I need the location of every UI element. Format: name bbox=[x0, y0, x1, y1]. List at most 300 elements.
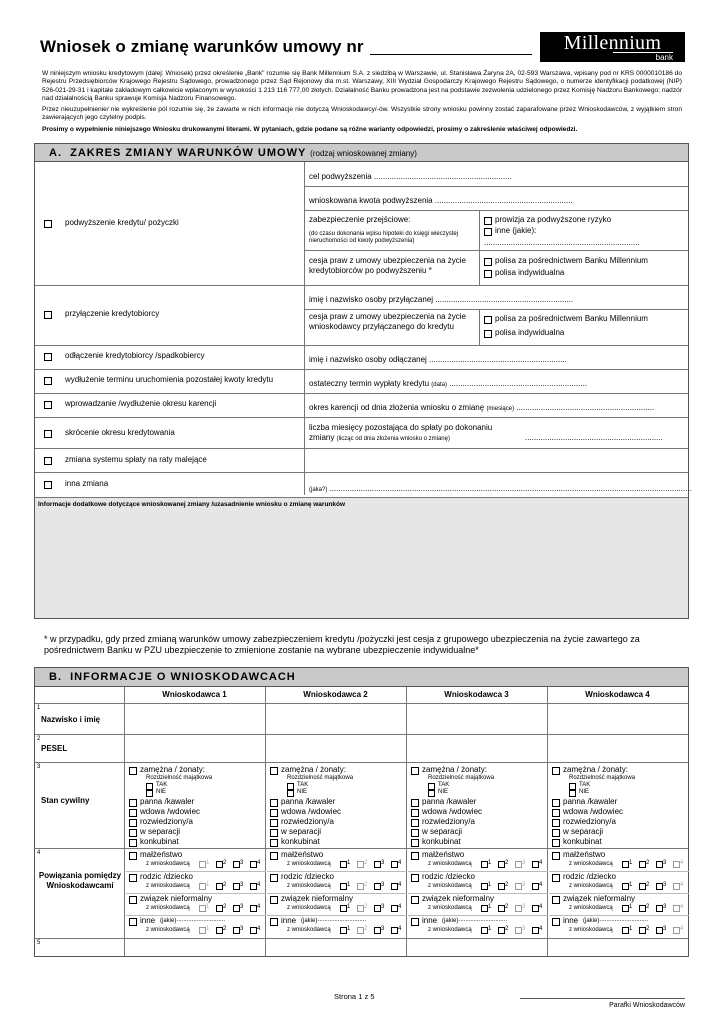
section-b bbox=[34, 667, 689, 957]
section-b-header bbox=[35, 668, 688, 687]
rozdz-label-4: Rozdzielność majątkowa bbox=[569, 775, 636, 781]
rodzic-link-4-label-3: 4 bbox=[539, 882, 543, 888]
section-a-subtitle: (rodzaj wnioskowanej zmiany) bbox=[310, 149, 417, 158]
zwiazek-link-1-label-2: 1 bbox=[347, 904, 351, 910]
inne-dots-3[interactable]: .............................. bbox=[457, 917, 508, 923]
rodzic-link-1-checkbox-2[interactable] bbox=[340, 883, 347, 890]
column-header-1: Wnioskodawca 1 bbox=[162, 690, 227, 699]
inne-link-1-label-4: 1 bbox=[629, 926, 633, 932]
zwiazek-checkbox-3[interactable] bbox=[411, 896, 419, 904]
rodzic-link-2-checkbox-1[interactable] bbox=[216, 883, 223, 890]
prowizja-label: prowizja za podwyższone ryzyko bbox=[495, 215, 612, 224]
pesel-input-1[interactable] bbox=[125, 735, 265, 762]
rozwiedz-checkbox-4[interactable] bbox=[552, 819, 560, 827]
konkubinat-checkbox-3[interactable] bbox=[411, 839, 419, 847]
inne-link-4-checkbox-4 bbox=[673, 927, 680, 934]
rodzic-zwn-label-4: z wnioskodawcą bbox=[569, 883, 613, 889]
malzenstwo-link-4-label-3: 4 bbox=[539, 860, 543, 866]
wdowa-label-2: wdowa /wdowiec bbox=[281, 807, 342, 816]
konkubinat-label-4: konkubinat bbox=[563, 837, 602, 846]
panna-checkbox-3[interactable] bbox=[411, 799, 419, 807]
panna-label-1: panna /kawaler bbox=[140, 797, 195, 806]
rodzic-label-1: rodzic /dziecko bbox=[140, 872, 193, 881]
column-header-4: Wnioskodawca 4 bbox=[585, 690, 650, 699]
rodzic-link-1-checkbox-4[interactable] bbox=[622, 883, 629, 890]
nie-checkbox-4[interactable] bbox=[569, 790, 576, 797]
malzenstwo-link-3-label-1: 3 bbox=[240, 860, 244, 866]
intro-paragraph-2: Przez nieuzupełnienie/ nie wykreślenie pól rozumie się, że zawarte w nich informacje nie dotyczą Wnioskodawcy/-ów. Wszystkie strony wniosku powinny zostać zaparafowane przez Wnioskodawców, z wyjątkiem stron zawierających jego czytelny podpis. bbox=[42, 106, 682, 122]
option-inna-label: inna zmiana bbox=[65, 479, 109, 488]
bank-logo bbox=[540, 32, 685, 62]
malzenstwo-link-1-checkbox-4[interactable] bbox=[622, 861, 629, 868]
zwiazek-link-4-label-3: 4 bbox=[539, 904, 543, 910]
contract-number-field[interactable] bbox=[370, 54, 532, 55]
option-inna-checkbox[interactable] bbox=[44, 481, 52, 489]
inne-link-3-label-1: 3 bbox=[240, 926, 244, 932]
zwiazek-label-3: związek nieformalny bbox=[422, 894, 495, 903]
inne-link-2-label-4: 2 bbox=[646, 926, 650, 932]
rodzic-link-1-label-4: 1 bbox=[629, 882, 633, 888]
option-karencja-checkbox[interactable] bbox=[44, 401, 52, 409]
malzenstwo-checkbox-2[interactable] bbox=[270, 852, 278, 860]
zwiazek-link-4-checkbox-3[interactable] bbox=[532, 905, 539, 912]
tak-checkbox-4[interactable] bbox=[569, 783, 576, 790]
inne-link-1-checkbox-4[interactable] bbox=[622, 927, 629, 934]
inne-link-3-checkbox-1[interactable] bbox=[233, 927, 240, 934]
tak-label-3: TAK bbox=[438, 782, 450, 788]
rodzic-link-2-checkbox-2 bbox=[357, 883, 364, 890]
malzenstwo-zwn-label-4: z wnioskodawcą bbox=[569, 861, 613, 867]
cesja2-label: cesja praw z umowy ubezpieczenia na życie wnioskodawcy przyłączanego do kredytu bbox=[309, 312, 466, 331]
rozdz-label-1: Rozdzielność majątkowa bbox=[146, 775, 213, 781]
inne-dots[interactable]: ...................................................................... bbox=[484, 238, 640, 247]
option-podwyzszenie-checkbox[interactable] bbox=[44, 220, 52, 228]
inne-link-2-checkbox-2 bbox=[357, 927, 364, 934]
rodzic-link-3-label-1: 3 bbox=[240, 882, 244, 888]
pesel-input-4[interactable] bbox=[548, 735, 688, 762]
inne-link-2-checkbox-1[interactable] bbox=[216, 927, 223, 934]
panna-checkbox-1[interactable] bbox=[129, 799, 137, 807]
zwiazek-link-3-label-3: 3 bbox=[522, 904, 526, 910]
zwiazek-link-3-checkbox-4[interactable] bbox=[656, 905, 663, 912]
inne-link-1-checkbox-3[interactable] bbox=[481, 927, 488, 934]
rozwiedz-checkbox-3[interactable] bbox=[411, 819, 419, 827]
zamezna-checkbox-1[interactable] bbox=[129, 767, 137, 775]
inne-link-2-checkbox-3[interactable] bbox=[498, 927, 505, 934]
polisa-ind-checkbox-2[interactable] bbox=[484, 330, 492, 338]
inne-link-3-checkbox-2[interactable] bbox=[374, 927, 381, 934]
malzenstwo-link-4-label-1: 4 bbox=[257, 860, 261, 866]
malzenstwo-link-3-checkbox-3 bbox=[515, 861, 522, 868]
section-b-letter: B. bbox=[49, 671, 62, 683]
pesel-input-2[interactable] bbox=[266, 735, 406, 762]
wdowa-checkbox-3[interactable] bbox=[411, 809, 419, 817]
inne-checkbox-4[interactable] bbox=[552, 918, 560, 926]
inne-link-4-checkbox-3[interactable] bbox=[532, 927, 539, 934]
inne-dots-1[interactable]: .............................. bbox=[175, 917, 226, 923]
zwiazek-label-1: związek nieformalny bbox=[140, 894, 213, 903]
zwiazek-link-1-checkbox-1 bbox=[199, 905, 206, 912]
malzenstwo-label-3: małżeństwo bbox=[422, 850, 465, 859]
rodzic-link-1-label-1: 1 bbox=[206, 882, 210, 888]
malzenstwo-link-1-checkbox-1 bbox=[199, 861, 206, 868]
konkubinat-checkbox-4[interactable] bbox=[552, 839, 560, 847]
malzenstwo-link-2-checkbox-4[interactable] bbox=[639, 861, 646, 868]
malzenstwo-link-1-checkbox-3[interactable] bbox=[481, 861, 488, 868]
option-raty-label: zmiana systemu spłaty na raty malejące bbox=[65, 455, 207, 464]
nie-checkbox-3[interactable] bbox=[428, 790, 435, 797]
malzenstwo-link-2-label-1: 2 bbox=[223, 860, 227, 866]
malzenstwo-link-4-checkbox-2[interactable] bbox=[391, 861, 398, 868]
kwota-field[interactable]: wnioskowana kwota podwyższenia .............................................................. bbox=[309, 196, 573, 205]
imie-przyl-field[interactable]: imię i nazwisko osoby przyłączanej .............................................................. bbox=[309, 295, 574, 304]
zamezna-label-2: zamężna / żonaty: bbox=[281, 765, 346, 774]
malzenstwo-link-3-label-2: 3 bbox=[381, 860, 385, 866]
malzenstwo-link-1-label-1: 1 bbox=[206, 860, 210, 866]
wdowa-label-3: wdowa /wdowiec bbox=[422, 807, 483, 816]
inne-link-4-label-3: 4 bbox=[539, 926, 543, 932]
cesja1-label: cesja praw z umowy ubezpieczenia na życie kredytobiorców po podwyższeniu * bbox=[309, 256, 466, 275]
inne-zwn-label-4: z wnioskodawcą bbox=[569, 927, 613, 933]
zwiazek-checkbox-4[interactable] bbox=[552, 896, 560, 904]
zwiazek-zwn-label-4: z wnioskodawcą bbox=[569, 905, 613, 911]
option-skrocenie-label: skrócenie okresu kredytowania bbox=[65, 428, 175, 437]
zamezna-label-3: zamężna / żonaty: bbox=[422, 765, 487, 774]
rodzic-zwn-label-1: z wnioskodawcą bbox=[146, 883, 190, 889]
option-wydluzenie-label: wydłużenie terminu uruchomienia pozostałej kwoty kredytu bbox=[65, 375, 274, 384]
zwiazek-link-3-label-4: 3 bbox=[663, 904, 667, 910]
tak-label-1: TAK bbox=[156, 782, 168, 788]
nazwisko-input-2[interactable] bbox=[266, 704, 406, 734]
zwiazek-link-2-checkbox-4[interactable] bbox=[639, 905, 646, 912]
zwiazek-label-4: związek nieformalny bbox=[563, 894, 636, 903]
inne-link-1-checkbox-1 bbox=[199, 927, 206, 934]
inne-link-4-checkbox-1[interactable] bbox=[250, 927, 257, 934]
konkubinat-label-3: konkubinat bbox=[422, 837, 461, 846]
row5-input-1[interactable] bbox=[125, 939, 265, 956]
malzenstwo-link-2-label-4: 2 bbox=[646, 860, 650, 866]
nazwisko-input-4[interactable] bbox=[548, 704, 688, 734]
termin-field[interactable]: ostateczny termin wypłaty kredytu (data) .............................................................. bbox=[309, 379, 588, 388]
rodzic-link-4-checkbox-1[interactable] bbox=[250, 883, 257, 890]
malzenstwo-label-4: małżeństwo bbox=[563, 850, 606, 859]
rozwiedz-label-1: rozwiedziony/a bbox=[140, 817, 193, 826]
imie-odl-field[interactable]: imię i nazwisko osoby odłączanej .............................................................. bbox=[309, 355, 567, 364]
malzenstwo-zwn-label-3: z wnioskodawcą bbox=[428, 861, 472, 867]
zamezna-checkbox-4[interactable] bbox=[552, 767, 560, 775]
option-skrocenie-checkbox[interactable] bbox=[44, 430, 52, 438]
malzenstwo-link-4-checkbox-1[interactable] bbox=[250, 861, 257, 868]
rodzic-link-1-checkbox-3[interactable] bbox=[481, 883, 488, 890]
row5-input-3[interactable] bbox=[407, 939, 547, 956]
inne-link-2-label-2: 2 bbox=[364, 926, 368, 932]
rodzic-checkbox-1[interactable] bbox=[129, 874, 137, 882]
panna-checkbox-4[interactable] bbox=[552, 799, 560, 807]
zwiazek-link-1-checkbox-4[interactable] bbox=[622, 905, 629, 912]
rodzic-link-2-label-1: 2 bbox=[223, 882, 227, 888]
zwiazek-link-3-label-1: 3 bbox=[240, 904, 244, 910]
option-odlaczenie-checkbox[interactable] bbox=[44, 353, 52, 361]
row-num-1: 1 bbox=[37, 705, 41, 711]
polisa-ind-checkbox-1[interactable] bbox=[484, 270, 492, 278]
inne-label-4: inne bbox=[563, 916, 579, 925]
wdowa-checkbox-1[interactable] bbox=[129, 809, 137, 817]
rodzic-link-3-checkbox-2[interactable] bbox=[374, 883, 381, 890]
inne-checkbox[interactable] bbox=[484, 228, 492, 236]
rodzic-link-2-checkbox-4[interactable] bbox=[639, 883, 646, 890]
zwiazek-link-1-label-4: 1 bbox=[629, 904, 633, 910]
zwiazek-link-1-label-1: 1 bbox=[206, 904, 210, 910]
inne-label-2: inne bbox=[281, 916, 297, 925]
info-textarea[interactable] bbox=[35, 498, 688, 618]
inne-label-1: inne bbox=[140, 916, 156, 925]
rodzic-link-3-label-3: 3 bbox=[522, 882, 526, 888]
inne-link-4-label-4: 4 bbox=[680, 926, 684, 932]
malzenstwo-zwn-label-2: z wnioskodawcą bbox=[287, 861, 331, 867]
logo-name: Millennium bbox=[563, 32, 662, 54]
option-wydluzenie-checkbox[interactable] bbox=[44, 377, 52, 385]
malzenstwo-link-4-label-2: 4 bbox=[398, 860, 402, 866]
panna-label-2: panna /kawaler bbox=[281, 797, 336, 806]
tak-label-4: TAK bbox=[579, 782, 591, 788]
inne-checkbox-1[interactable] bbox=[129, 918, 137, 926]
rozwiedz-label-3: rozwiedziony/a bbox=[422, 817, 475, 826]
column-header-3: Wnioskodawca 3 bbox=[444, 690, 509, 699]
row5-input-2[interactable] bbox=[266, 939, 406, 956]
row-label-nazwisko: Nazwisko i imię bbox=[41, 715, 101, 724]
rodzic-link-4-checkbox-3[interactable] bbox=[532, 883, 539, 890]
malzenstwo-link-4-checkbox-3[interactable] bbox=[532, 861, 539, 868]
zwiazek-link-3-checkbox-3 bbox=[515, 905, 522, 912]
inne-link-2-checkbox-4[interactable] bbox=[639, 927, 646, 934]
zamezna-checkbox-3[interactable] bbox=[411, 767, 419, 775]
option-przylaczenie-checkbox[interactable] bbox=[44, 311, 52, 319]
malzenstwo-link-2-label-2: 2 bbox=[364, 860, 368, 866]
tak-checkbox-1[interactable] bbox=[146, 783, 153, 790]
malzenstwo-link-2-label-3: 2 bbox=[505, 860, 509, 866]
zwiazek-link-3-label-2: 3 bbox=[381, 904, 385, 910]
zwiazek-link-2-checkbox-3[interactable] bbox=[498, 905, 505, 912]
zwiazek-link-1-checkbox-2[interactable] bbox=[340, 905, 347, 912]
nie-label-3: NIE bbox=[438, 789, 449, 795]
option-odlaczenie-label: odłączenie kredytobiorcy /spadkobiercy bbox=[65, 351, 205, 360]
option-raty-checkbox[interactable] bbox=[44, 457, 52, 465]
inne-zwn-label-2: z wnioskodawcą bbox=[287, 927, 331, 933]
malzenstwo-checkbox-3[interactable] bbox=[411, 852, 419, 860]
rodzic-link-3-label-2: 3 bbox=[381, 882, 385, 888]
nazwisko-input-1[interactable] bbox=[125, 704, 265, 734]
zwiazek-link-1-label-3: 1 bbox=[488, 904, 492, 910]
liczba-line2[interactable]: zmiany (licząc od dnia złożenia wniosku o zmianę) bbox=[309, 433, 450, 442]
inne-zwn-label-1: z wnioskodawcą bbox=[146, 927, 190, 933]
nie-checkbox-1[interactable] bbox=[146, 790, 153, 797]
tak-checkbox-2[interactable] bbox=[287, 783, 294, 790]
rozdz-label-3: Rozdzielność majątkowa bbox=[428, 775, 495, 781]
row-label-stan: Stan cywilny bbox=[41, 796, 90, 805]
rozwiedz-checkbox-1[interactable] bbox=[129, 819, 137, 827]
malzenstwo-link-3-label-4: 3 bbox=[663, 860, 667, 866]
zwiazek-link-3-checkbox-2[interactable] bbox=[374, 905, 381, 912]
section-a bbox=[34, 143, 692, 619]
zamezna-label-4: zamężna / żonaty: bbox=[563, 765, 628, 774]
malzenstwo-link-3-checkbox-4[interactable] bbox=[656, 861, 663, 868]
inne-link-3-checkbox-4[interactable] bbox=[656, 927, 663, 934]
wdowa-checkbox-4[interactable] bbox=[552, 809, 560, 817]
row-label-powiazania: Powiązania pomiędzy Wnioskodawcami bbox=[38, 871, 122, 890]
malzenstwo-link-3-label-3: 3 bbox=[522, 860, 526, 866]
malzenstwo-link-1-label-4: 1 bbox=[629, 860, 633, 866]
rodzic-link-2-label-2: 2 bbox=[364, 882, 368, 888]
inne-checkbox-2[interactable] bbox=[270, 918, 278, 926]
inne-link-3-label-2: 3 bbox=[381, 926, 385, 932]
malzenstwo-link-2-checkbox-2 bbox=[357, 861, 364, 868]
rodzic-link-4-label-2: 4 bbox=[398, 882, 402, 888]
separacja-label-2: w separacji bbox=[281, 827, 322, 836]
polisa-bank-checkbox-1[interactable] bbox=[484, 258, 492, 266]
inne-dots-2[interactable]: .............................. bbox=[316, 917, 367, 923]
malzenstwo-zwn-label-1: z wnioskodawcą bbox=[146, 861, 190, 867]
tak-checkbox-3[interactable] bbox=[428, 783, 435, 790]
rodzic-checkbox-4[interactable] bbox=[552, 874, 560, 882]
rodzic-label-4: rodzic /dziecko bbox=[563, 872, 616, 881]
option-karencja-label: wprowadzanie /wydłużenie okresu karencji bbox=[65, 399, 217, 408]
malzenstwo-link-3-checkbox-1[interactable] bbox=[233, 861, 240, 868]
konkubinat-checkbox-1[interactable] bbox=[129, 839, 137, 847]
rodzic-checkbox-3[interactable] bbox=[411, 874, 419, 882]
nie-label-1: NIE bbox=[156, 789, 167, 795]
rodzic-link-2-label-4: 2 bbox=[646, 882, 650, 888]
rodzic-label-3: rodzic /dziecko bbox=[422, 872, 475, 881]
zwiazek-link-2-checkbox-1[interactable] bbox=[216, 905, 223, 912]
zwiazek-link-4-checkbox-2[interactable] bbox=[391, 905, 398, 912]
inne-dots-4[interactable]: .............................. bbox=[598, 917, 649, 923]
separacja-label-1: w separacji bbox=[140, 827, 181, 836]
rodzic-zwn-label-3: z wnioskodawcą bbox=[428, 883, 472, 889]
zwiazek-zwn-label-1: z wnioskodawcą bbox=[146, 905, 190, 911]
rodzic-link-4-label-4: 4 bbox=[680, 882, 684, 888]
row-label-pesel: PESEL bbox=[41, 744, 68, 753]
malzenstwo-link-3-checkbox-2[interactable] bbox=[374, 861, 381, 868]
rozdz-label-2: Rozdzielność majątkowa bbox=[287, 775, 354, 781]
malzenstwo-checkbox-1[interactable] bbox=[129, 852, 137, 860]
wdowa-checkbox-2[interactable] bbox=[270, 809, 278, 817]
inne-label: inne (jakie): bbox=[495, 226, 537, 235]
row-num-5: 5 bbox=[37, 940, 41, 946]
nazwisko-input-3[interactable] bbox=[407, 704, 547, 734]
rodzic-link-4-label-1: 4 bbox=[257, 882, 261, 888]
rozwiedz-checkbox-2[interactable] bbox=[270, 819, 278, 827]
inne-link-1-label-2: 1 bbox=[347, 926, 351, 932]
polisa-ind-label-1: polisa indywidualna bbox=[495, 268, 565, 277]
option-podwyzszenie-label: podwyższenie kredytu/ pożyczki bbox=[65, 218, 179, 227]
rodzic-checkbox-2[interactable] bbox=[270, 874, 278, 882]
malzenstwo-link-2-checkbox-3[interactable] bbox=[498, 861, 505, 868]
konkubinat-checkbox-2[interactable] bbox=[270, 839, 278, 847]
malzenstwo-link-2-checkbox-1[interactable] bbox=[216, 861, 223, 868]
zwiazek-link-4-label-2: 4 bbox=[398, 904, 402, 910]
inna-field[interactable]: (jaka?) ................................................................................................................................................................... bbox=[309, 484, 692, 493]
karencja-field[interactable]: okres karencji od dnia złożenia wniosku o zmianę (miesiące) .............................................................. bbox=[309, 403, 655, 412]
row-num-4: 4 bbox=[37, 850, 41, 856]
malzenstwo-link-1-label-3: 1 bbox=[488, 860, 492, 866]
inne-note-2: (jakie) bbox=[301, 918, 318, 924]
zwiazek-link-4-checkbox-4 bbox=[673, 905, 680, 912]
inne-link-1-checkbox-2[interactable] bbox=[340, 927, 347, 934]
prowizja-checkbox[interactable] bbox=[484, 217, 492, 225]
malzenstwo-label-1: małżeństwo bbox=[140, 850, 183, 859]
cel-field[interactable]: cel podwyższenia .............................................................. bbox=[309, 172, 512, 181]
pesel-input-3[interactable] bbox=[407, 735, 547, 762]
rodzic-link-3-checkbox-4[interactable] bbox=[656, 883, 663, 890]
rodzic-link-3-checkbox-1[interactable] bbox=[233, 883, 240, 890]
rodzic-link-1-label-3: 1 bbox=[488, 882, 492, 888]
zwiazek-zwn-label-2: z wnioskodawcą bbox=[287, 905, 331, 911]
inne-link-3-label-4: 3 bbox=[663, 926, 667, 932]
inne-checkbox-3[interactable] bbox=[411, 918, 419, 926]
rozwiedz-label-4: rozwiedziony/a bbox=[563, 817, 616, 826]
malzenstwo-link-1-label-2: 1 bbox=[347, 860, 351, 866]
separacja-checkbox-2[interactable] bbox=[270, 829, 278, 837]
malzenstwo-link-1-checkbox-2[interactable] bbox=[340, 861, 347, 868]
rodzic-link-1-checkbox-1 bbox=[199, 883, 206, 890]
row5-input-4[interactable] bbox=[548, 939, 688, 956]
nie-checkbox-2[interactable] bbox=[287, 790, 294, 797]
zwiazek-link-4-label-1: 4 bbox=[257, 904, 261, 910]
separacja-checkbox-4[interactable] bbox=[552, 829, 560, 837]
zab-note: (do czasu dokonania wpisu hipoteki do księgi wieczystej nieruchomości od kwoty podwyższenia) bbox=[309, 231, 459, 244]
separacja-checkbox-1[interactable] bbox=[129, 829, 137, 837]
malzenstwo-link-4-checkbox-4 bbox=[673, 861, 680, 868]
zwiazek-link-2-label-4: 2 bbox=[646, 904, 650, 910]
zwiazek-checkbox-1[interactable] bbox=[129, 896, 137, 904]
inne-note-1: (jakie) bbox=[160, 918, 177, 924]
zwiazek-link-3-checkbox-1[interactable] bbox=[233, 905, 240, 912]
zamezna-checkbox-2[interactable] bbox=[270, 767, 278, 775]
malzenstwo-label-2: małżeństwo bbox=[281, 850, 324, 859]
intro-paragraph-3: Prosimy o wypełnienie niniejszego Wniosku drukowanymi literami. W pytaniach, gdzie podane są różne warianty odpowiedzi, prosimy o zakreślenie właściwej odpowiedzi. bbox=[42, 126, 578, 133]
separacja-label-3: w separacji bbox=[422, 827, 463, 836]
zwiazek-link-1-checkbox-3[interactable] bbox=[481, 905, 488, 912]
tak-label-2: TAK bbox=[297, 782, 309, 788]
separacja-label-4: w separacji bbox=[563, 827, 604, 836]
zwiazek-link-2-checkbox-2 bbox=[357, 905, 364, 912]
liczba-dots[interactable]: .............................................................. bbox=[525, 433, 663, 442]
rodzic-link-1-label-2: 1 bbox=[347, 882, 351, 888]
zwiazek-checkbox-2[interactable] bbox=[270, 896, 278, 904]
liczba-line1: liczba miesięcy pozostająca do spłaty po dokonaniu bbox=[309, 423, 493, 432]
inne-link-4-label-2: 4 bbox=[398, 926, 402, 932]
rodzic-link-4-checkbox-2[interactable] bbox=[391, 883, 398, 890]
panna-checkbox-2[interactable] bbox=[270, 799, 278, 807]
inne-link-4-label-1: 4 bbox=[257, 926, 261, 932]
row-num-3: 3 bbox=[37, 764, 41, 770]
zwiazek-link-4-checkbox-1[interactable] bbox=[250, 905, 257, 912]
polisa-bank-checkbox-2[interactable] bbox=[484, 316, 492, 324]
inne-link-1-label-1: 1 bbox=[206, 926, 210, 932]
rodzic-link-2-checkbox-3[interactable] bbox=[498, 883, 505, 890]
footnote: * w przypadku, gdy przed zmianą warunków umowy zabezpieczeniem kredytu /pożyczki jest cesja z grupowego ubezpieczenia na życie zawartego za pośrednictwem Banku w PZU ubezpieczenie to zmienione zostanie na wybrane ubezpieczenie indywidualne* bbox=[44, 634, 640, 655]
option-przylaczenie-label: przyłączenie kredytobiorcy bbox=[65, 309, 160, 318]
separacja-checkbox-3[interactable] bbox=[411, 829, 419, 837]
parafki-line[interactable] bbox=[520, 998, 685, 999]
malzenstwo-checkbox-4[interactable] bbox=[552, 852, 560, 860]
konkubinat-label-1: konkubinat bbox=[140, 837, 179, 846]
inne-link-4-checkbox-2[interactable] bbox=[391, 927, 398, 934]
zwiazek-link-2-label-2: 2 bbox=[364, 904, 368, 910]
zab-label: zabezpieczenie przejściowe: bbox=[309, 215, 411, 224]
intro-paragraph-1: W niniejszym wniosku kredytowym (dalej: Wniosek) przez określenie „Bank" rozumie się Bank Millennium S.A. z siedzibą w Warszawie, ul. Stanisława Żaryna 2A, 02-593 Warszawa, wpisany pod nr KRS 0000010186 do Rejestru Przedsiębiorców Krajowego Rejestru Sądowego, prowadzonego przez Sąd Rejonowy dla m.st. Warszawy, XIII Wydział Gospodarczy Krajowego Rejestru Sądowego, o numerze identyfikacji podatkowej (NIP) 526-021-29-31 i kapitale zakładowym całkowicie wpłaconym w wysokości 1 213 116 777,00 złotych. Działalność Banku prowadzona jest na podstawie zezwolenia udzielonego przez Komisję Nadzoru Bankowego; nadzór nad działalnością Banku sprawuje Komisja Nadzoru Finansowego. bbox=[42, 70, 682, 103]
inne-link-2-label-3: 2 bbox=[505, 926, 509, 932]
